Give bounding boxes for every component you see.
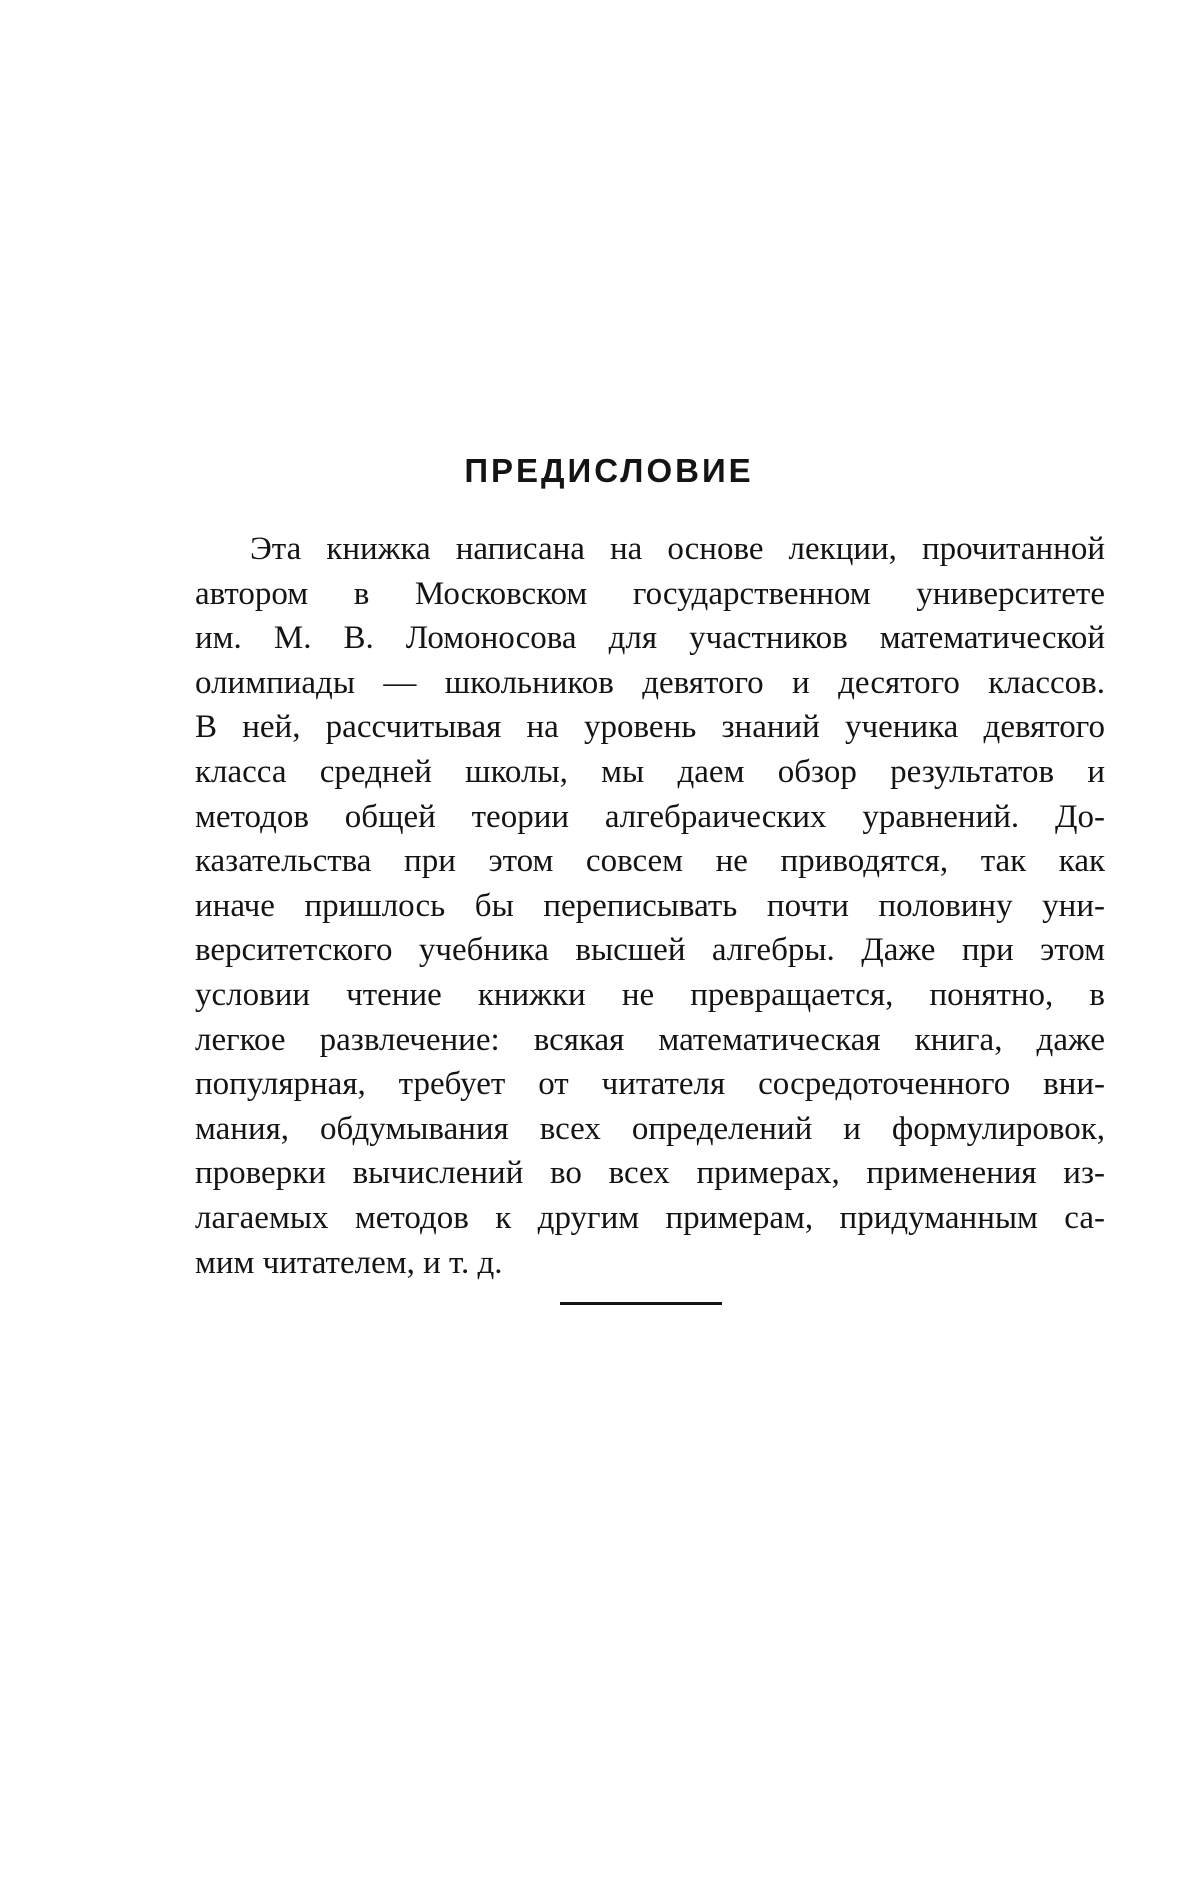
text-line: условии чтение книжки не превращается, понятно, в <box>195 976 1105 1013</box>
text-line: проверки вычислений во всех примерах, применения из- <box>195 1155 1105 1192</box>
text-line: верситетского учебника высшей алгебры. Даже при этом <box>195 932 1105 969</box>
text-line: В ней, рассчитывая на уровень знаний ученика девятого <box>195 709 1105 746</box>
text-line: легкое развлечение: всякая математическая книга, даже <box>195 1021 1105 1058</box>
text-line: иначе пришлось бы переписывать почти половину уни- <box>195 887 1105 924</box>
preface-text <box>195 527 1105 1285</box>
text-line: мим читателем, и т. д. <box>195 1244 503 1281</box>
text-line: лагаемых методов к другим примерам, придуманным са- <box>195 1199 1105 1236</box>
end-divider <box>560 1302 722 1305</box>
text-line: казательства при этом совсем не приводятся, так как <box>195 843 1105 880</box>
text-line: класса средней школы, мы даем обзор результатов и <box>195 753 1105 790</box>
text-line: методов общей теории алгебраических уравнений. До- <box>195 798 1105 835</box>
text-line: олимпиады — школьников девятого и десятого классов. <box>195 664 1105 701</box>
text-line: мания, обдумывания всех определений и формулировок, <box>195 1110 1105 1147</box>
text-line: автором в Московском государственном университете <box>195 575 1105 612</box>
text-line: популярная, требует от читателя сосредоточенного вни- <box>195 1066 1105 1103</box>
text-line: Эта книжка написана на основе лекции, прочитанной <box>250 531 1105 567</box>
page-title: ПРЕДИСЛОВИЕ <box>464 452 754 489</box>
text-line: им. М. В. Ломоносова для участников математической <box>195 620 1105 657</box>
